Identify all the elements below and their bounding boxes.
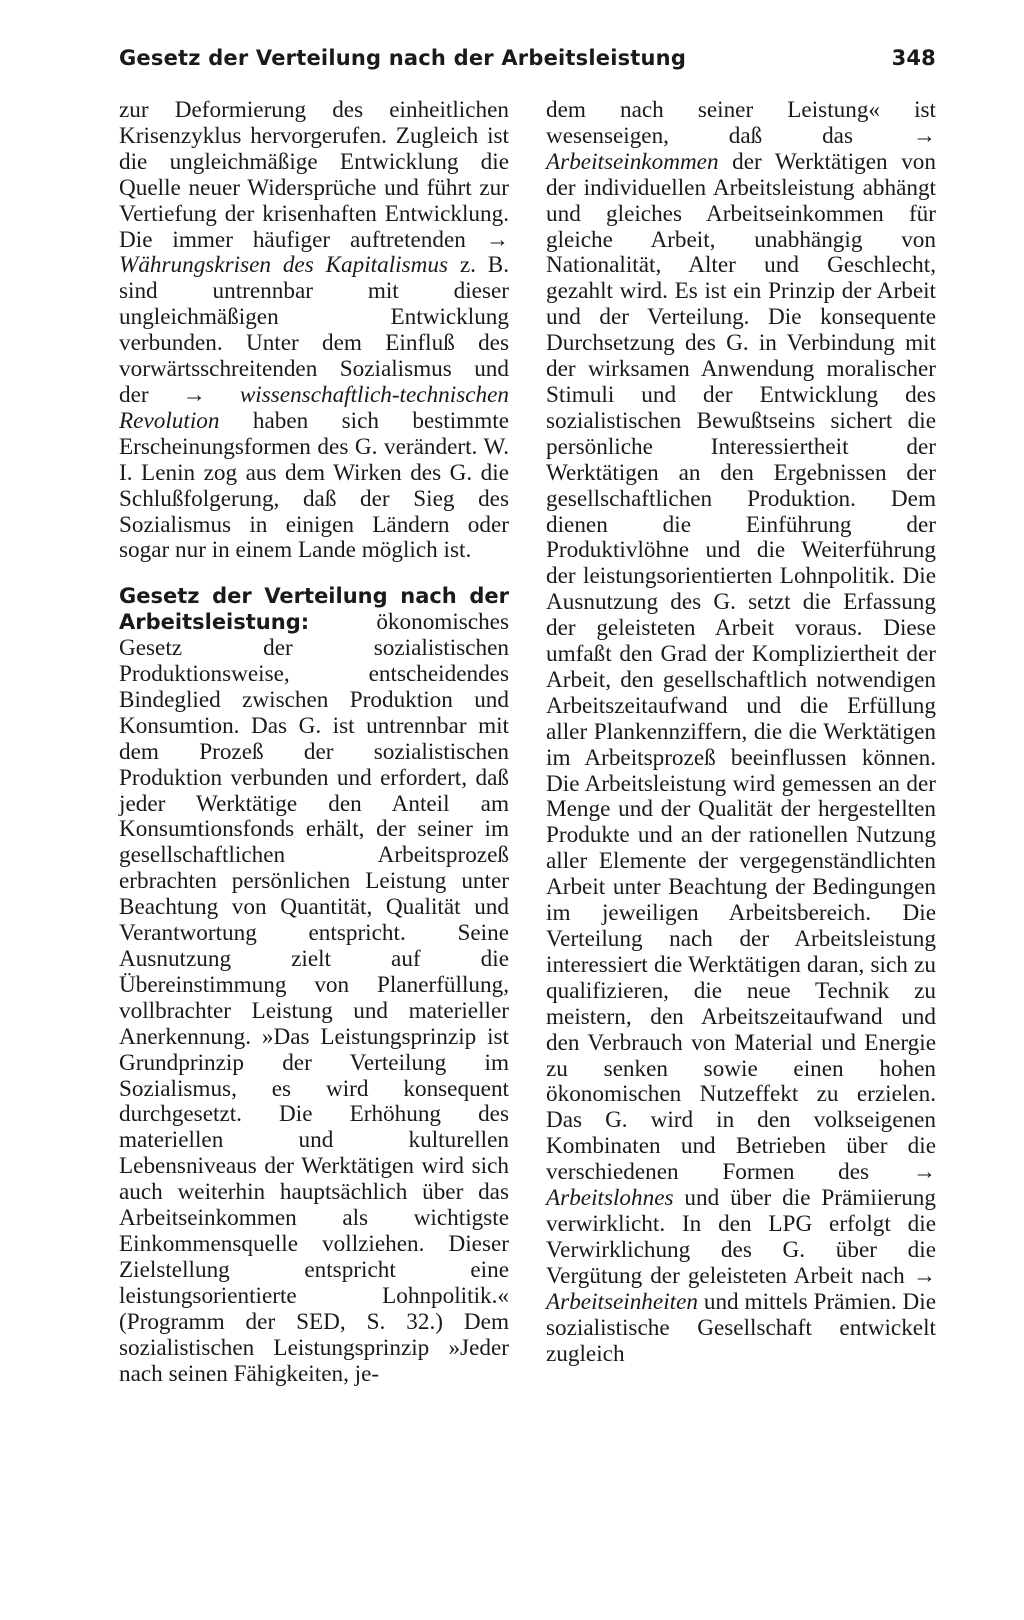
entry-heading: Gesetz der Verteilung nach der Arbeitsleistung: xyxy=(119,584,509,635)
cross-reference-waehrungskrisen: Währungskrisen des Kapitalismus xyxy=(119,252,448,279)
right-column xyxy=(546,98,936,1367)
cross-reference-arrow: → xyxy=(912,122,936,149)
cross-reference-arrow: → xyxy=(912,1159,936,1186)
body-text: zur Deformierung des einheitlichen Krisenzyklus hervorgerufen. Zugleich ist die ungleichmäßige Entwicklung die Quelle neuer Widersprüche und führt zur Vertiefung der krisenhaften Entwicklung. Die immer häufiger auftretenden xyxy=(119,97,509,253)
entry-continuation-paragraph xyxy=(119,98,509,564)
cross-reference-arbeitslohn: Arbeitslohnes xyxy=(546,1185,674,1212)
entry-continuation-paragraph xyxy=(546,98,936,1367)
entry-paragraph xyxy=(119,584,509,1387)
body-text: haben sich bestimmte Erscheinungsformen des G. verändert. W. I. Lenin zog aus dem Wirken des G. die Schlußfolgerung, daß der Sieg des Sozialismus in einigen Ländern oder sogar nur in einem Lande möglich ist. xyxy=(119,407,509,564)
page-number: 348 xyxy=(891,46,936,70)
cross-reference-arrow: → xyxy=(485,226,509,253)
cross-reference-arrow: → xyxy=(912,1262,936,1289)
left-column xyxy=(119,98,509,1387)
body-text: ökonomisches Gesetz der sozialistischen Produktionsweise, entscheidendes Bindeglied zwischen Produktion und Konsumtion. Das G. ist untrennbar mit dem Prozeß der sozialistischen Produktion verbunden und erfordert, daß jeder Werktätige den Anteil am Konsumtionsfonds erhält, der seiner im gesellschaftlichen Arbeitsprozeß erbrachten persönlichen Leistung unter Beachtung von Quantität, Qualität und Verantwortung entspricht. Seine Ausnutzung zielt auf die Übereinstimmung von Planerfüllung, vollbrachter Leistung und materieller Anerkennung. »Das Leistungsprinzip ist Grundprinzip der Verteilung im Sozialismus, es wird konsequent durchgesetzt. Die Erhöhung des materiellen und kulturellen Lebensniveaus der Werktätigen wird sich auch weiterhin hauptsächlich über das Arbeitseinkommen als wichtigste Einkommensquelle vollziehen. Dieser Zielstellung entspricht eine leistungsorientierte Lohnpolitik.« (Programm der SED, S. 32.) Dem sozialistischen Leistungsprinzip »Jeder nach seinen Fähigkeiten, je- xyxy=(119,609,509,1387)
body-text: und über die Prämiierung verwirklicht. In den LPG erfolgt die Verwirklichung des G. über die Vergütung der geleisteten Arbeit nach xyxy=(546,1185,936,1289)
body-text: z. B. sind untrennbar mit dieser ungleichmäßigen Entwicklung verbunden. Unter dem Einfluß des vorwärtsschreitenden Sozialismus und der xyxy=(119,252,509,408)
running-head-title: Gesetz der Verteilung nach der Arbeitsleistung xyxy=(119,46,687,70)
running-head xyxy=(119,46,936,70)
body-text: und mittels Prämien. Die sozialistische Gesellschaft entwickelt zugleich xyxy=(546,1288,936,1367)
body-text: der Werktätigen von der individuellen Arbeitsleistung abhängt und gleiches Arbeitseinkommen für gleiche Arbeit, unabhängig von Nationalität, Alter und Geschlecht, gezahlt wird. Es ist ein Prinzip der Arbeit und der Verteilung. Die konsequente Durchsetzung des G. in Verbindung mit der wirksamen Anwendung moralischer Stimuli und der Entwicklung des sozialistischen Bewußtseins sichert die persönliche Interessiertheit der Werktätigen an den Ergebnissen der gesellschaftlichen Produktion. Dem dienen die Einführung der Produktivlöhne und die Weiterführung der leistungsorientierten Lohnpolitik. Die Ausnutzung des G. setzt die Erfassung der geleisteten Arbeit voraus. Diese umfaßt den Grad der Kompliziertheit der Arbeit, den gesellschaftlich notwendigen Arbeitszeitaufwand und die Erfüllung aller Plankennziffern, die die Werktätigen im Arbeitsprozeß beeinflussen können. Die Arbeitsleistung wird gemessen an der Menge und der Qualität der hergestellten Produkte und an der rationellen Nutzung aller Elemente der vergegenständlichten Arbeit unter Beachtung der Bedingungen im jeweiligen Arbeitsbereich. Die Verteilung nach der Arbeitsleistung interessiert die Werktätigen daran, sich zu qualifizieren, die neue Technik zu meistern, den Arbeitszeitaufwand und den Verbrauch von Material und Energie zu senken sowie einen hohen ökonomischen Nutzeffekt zu erzielen. Das G. wird in den volkseigenen Kombinaten und Betrieben über die verschiedenen Formen des xyxy=(546,148,936,1186)
cross-reference-arrow: → xyxy=(182,381,206,408)
cross-reference-arbeitseinheiten: Arbeitseinheiten xyxy=(546,1288,698,1315)
body-text: dem nach seiner Leistung« ist wesenseigen, daß das xyxy=(546,97,936,149)
cross-reference-arbeitseinkommen: Arbeitseinkommen xyxy=(546,148,719,175)
cross-reference-wtr: wissenschaftlich-technischen Revolution xyxy=(119,381,509,434)
